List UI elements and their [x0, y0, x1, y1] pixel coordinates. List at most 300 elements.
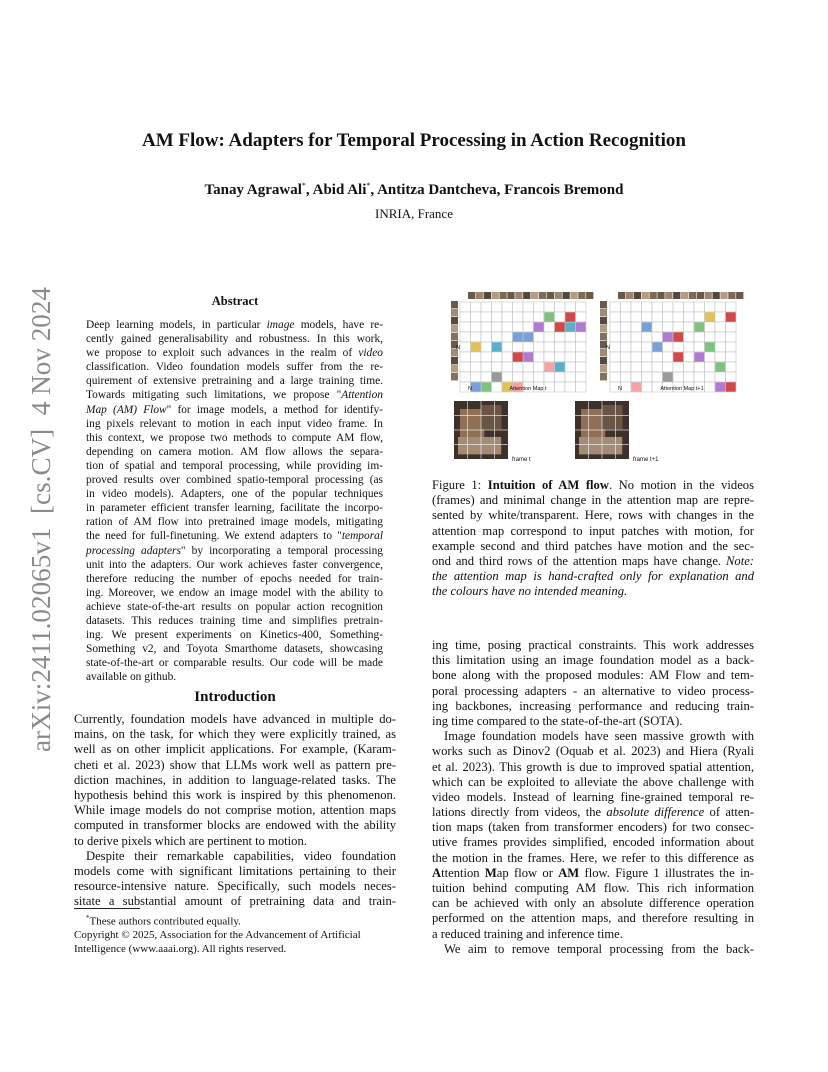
frame-strip-top-t1 — [650, 292, 657, 299]
attention-map-t-colored-cell — [565, 322, 575, 331]
frame-strip-left-t — [451, 309, 458, 316]
text-line: ing time, posing practical constraints. This work addresses — [432, 638, 754, 652]
text-line: datasets. This reduces training time and simplifies pretrain- — [86, 614, 383, 627]
attention-map-t-cell — [460, 302, 471, 312]
attention-map-t1-cell — [610, 342, 621, 352]
attention-map-t-cell — [523, 312, 534, 322]
frame-t1-image-background — [602, 405, 623, 429]
text-line: to derive pixels which are pertinent to motion. — [74, 833, 307, 848]
frame-strip-top-t — [555, 292, 562, 299]
text-line: works such as Dinov2 (Oquab et al. 2023) and Hiera (Ryali — [432, 744, 754, 759]
attention-map-t-colored-cell — [576, 322, 586, 331]
attention-map-t1-cell — [642, 342, 653, 352]
text-line: lations directly from videos, the absolute difference of atten- — [432, 805, 754, 820]
attention-map-t1-cell — [621, 332, 632, 342]
text-line: therefore reducing the number of epochs needed for train- — [86, 572, 383, 585]
attention-map-t-cell — [502, 322, 513, 332]
author-mark: * — [366, 181, 371, 190]
attention-map-t-cell — [565, 302, 576, 312]
attention-map-t-cell — [460, 332, 471, 342]
attention-map-t-cell — [481, 362, 492, 372]
text-line: models come with significant limitations pertaining to their — [74, 863, 396, 878]
attention-map-t-cell — [513, 362, 524, 372]
attention-map-t1-cell — [663, 322, 674, 332]
text-line: the attention map is hand-crafted only for explanation and — [432, 569, 754, 584]
introduction-body — [74, 712, 396, 909]
attention-map-t-cell — [502, 372, 513, 382]
arxiv-identifier: arXiv:2411.02065v1 [cs.CV] 4 Nov 2024 — [26, 289, 56, 752]
attention-map-t1-cell — [631, 302, 642, 312]
attention-map-t1-cell — [610, 372, 621, 382]
attention-map-t1-cell — [705, 322, 716, 332]
text-line: Towards mitigating such limitations, we propose "Attention — [86, 389, 383, 402]
abstract-body — [86, 318, 383, 684]
frame-t1-label: frame t+1 — [633, 457, 659, 463]
frame-strip-left-t — [451, 317, 458, 324]
frame-strip-top-t — [484, 292, 491, 299]
attention-map-t-cell — [523, 342, 534, 352]
attention-map-t1-cell — [621, 372, 632, 382]
attention-map-t1-colored-cell — [705, 312, 715, 321]
attention-map-t1-label: Attention Map t+1 — [660, 386, 704, 392]
text-line: classification. Video foundation models suffer from the re- — [86, 361, 383, 374]
frame-strip-top-t1 — [720, 292, 727, 299]
attention-map-t-colored-cell — [471, 342, 481, 351]
text-line: Something v2, and Toyota Smarthome datasets, showcasing — [86, 643, 383, 656]
attention-map-t-cell — [471, 352, 482, 362]
attention-map-t-colored-cell — [565, 312, 575, 321]
attention-map-t1-cell — [642, 372, 653, 382]
text-line: ing backbones, increasing performance and reducing train- — [432, 698, 754, 713]
attention-map-t-cell — [513, 302, 524, 312]
attention-map-t1-cell — [684, 332, 695, 342]
text-line: cheti et al. 2023) show that LLMs work well as pattern pre- — [74, 757, 396, 772]
text-line: resource-intensive nature. Specifically, such models neces- — [74, 879, 396, 894]
text-line: Currently, foundation models have advanced in multiple do- — [74, 712, 396, 726]
frame-strip-top-t1 — [736, 292, 743, 299]
text-line: mains, on the task, for which they were explicitly trained, as — [74, 727, 396, 742]
text-line: ing pixels relevant to motion in each input video frame. In — [86, 417, 383, 430]
attention-map-t1-cell — [726, 362, 737, 372]
attention-map-t1-cell — [642, 352, 653, 362]
attention-map-t-cell — [492, 332, 503, 342]
frame-strip-top-t1 — [665, 292, 672, 299]
frame-strip-left-t — [451, 325, 458, 332]
attention-map-t1-cell — [652, 352, 663, 362]
text-line: et al. 2023). This growth is due to improved spatial attention, — [432, 759, 754, 774]
attention-map-t1-cell — [715, 352, 726, 362]
frame-strip-top-t1 — [681, 292, 688, 299]
text-line: (frames) and minimal change in the attention map are repre- — [432, 493, 754, 508]
attention-map-t1-cell — [610, 302, 621, 312]
attention-map-t-cell — [502, 362, 513, 372]
attention-map-t1-cell — [705, 302, 716, 312]
attention-map-t-cell — [481, 372, 492, 382]
frame-t-label: frame t — [512, 457, 531, 463]
attention-map-t1-colored-cell — [726, 312, 736, 321]
attention-map-t1-cell — [642, 382, 653, 392]
frame-strip-left-t — [451, 333, 458, 340]
attention-map-t-cell — [534, 332, 545, 342]
text-line: unit into the adapters. Our work achieves faster convergence, — [86, 558, 383, 571]
text-line: proved results over combined spatio-temporal processing (as — [86, 474, 383, 487]
attention-map-t-cell — [481, 302, 492, 312]
attention-map-t1-cell — [621, 302, 632, 312]
attention-map-t1-cell — [652, 302, 663, 312]
frame-strip-top-t — [523, 292, 530, 299]
text-line: Map (AM) Flow" for image models, a method for identify- — [86, 403, 383, 416]
text-line: sitate a substantial amount of pretraining data and train- — [74, 894, 396, 909]
frame-strip-top-t1 — [618, 292, 625, 299]
attention-map-t1-cell — [673, 362, 684, 372]
attention-map-t1-cell — [715, 322, 726, 332]
attention-map-t-cell — [576, 362, 587, 372]
text-line: in parameter efficient transfer learning, facilitate the incorpo- — [86, 502, 383, 515]
frame-strip-top-t — [500, 292, 507, 299]
text-line: sented by white/transparent. Here, rows with changes in the — [432, 508, 754, 523]
frame-strip-left-t1 — [600, 309, 607, 316]
attention-map-t1-cell — [705, 332, 716, 342]
attention-map-t-colored-cell — [492, 372, 502, 381]
text-line: Deep learning models, in particular image models, have re- — [86, 319, 383, 331]
frame-strip-top-t — [507, 292, 514, 299]
attention-map-t1-colored-cell — [673, 332, 683, 341]
frame-strip-top-t1 — [634, 292, 641, 299]
attention-map-t-cell — [492, 322, 503, 332]
right-column-body — [432, 638, 754, 957]
attention-map-t-cell — [576, 342, 587, 352]
attention-map-t1-cell — [705, 372, 716, 382]
attention-map-t-cell — [565, 352, 576, 362]
attention-map-t-colored-cell — [513, 332, 523, 341]
text-line: poral processing adapters - an alternative to video process- — [432, 683, 754, 698]
attention-map-t-cell — [576, 352, 587, 362]
attention-map-t1-colored-cell — [663, 372, 673, 381]
text-line: the need for full-finetuning. We extend adapters to "temporal — [86, 530, 383, 543]
frame-strip-left-t1 — [600, 325, 607, 332]
attention-map-t1-colored-cell — [673, 352, 683, 361]
text-line: performed on the attention maps, and therefore resulting in — [432, 911, 754, 926]
attention-map-t-cell — [460, 362, 471, 372]
copyright-line-1: Copyright © 2025, Association for the Advancement of Artificial — [74, 929, 361, 942]
attention-map-t1-cell — [673, 342, 684, 352]
attention-map-t1-cell — [621, 342, 632, 352]
text-line: Despite their remarkable capabilities, video foundation — [86, 848, 396, 863]
attention-map-t-cell — [544, 322, 555, 332]
attention-map-t-cell — [555, 332, 566, 342]
row-count-label-t: N — [456, 345, 460, 351]
attention-map-t1-cell — [715, 332, 726, 342]
text-line: can be achieved with only an absolute difference operation — [432, 896, 754, 911]
attention-map-t-cell — [460, 312, 471, 322]
attention-map-t1-cell — [621, 352, 632, 362]
footnote-equal-contribution: These authors contributed equally. — [89, 915, 241, 928]
author-name: Tanay Agrawal — [204, 182, 302, 198]
attention-map-t1-cell — [642, 302, 653, 312]
attention-map-t-cell — [492, 352, 503, 362]
text-line: hypothesis behind this work is inspired by this phenomenon. — [74, 787, 396, 802]
text-line: attention map correspond to input patches with motion, for — [432, 523, 754, 538]
attention-map-t1-colored-cell — [705, 342, 715, 351]
attention-map-t1-cell — [715, 342, 726, 352]
attention-map-t-label: Attention Map t — [509, 386, 547, 392]
attention-map-t-cell — [565, 362, 576, 372]
attention-map-t-cell — [534, 302, 545, 312]
attention-map-t1-colored-cell — [694, 352, 704, 361]
attention-map-t-cell — [534, 312, 545, 322]
text-line: processing adapters" by incorporating a temporal processing — [86, 544, 383, 557]
attention-map-t1-cell — [652, 322, 663, 332]
attention-map-t-colored-cell — [555, 322, 565, 331]
text-line: which can be exploited to alleviate the above challenge with — [432, 774, 754, 789]
attention-map-t-colored-cell — [492, 342, 502, 351]
attention-map-t1-cell — [652, 362, 663, 372]
attention-map-t1-cell — [652, 372, 663, 382]
frame-strip-top-t — [468, 292, 475, 299]
attention-map-t1-cell — [610, 312, 621, 322]
attention-map-t1-colored-cell — [715, 382, 725, 391]
attention-map-t1-cell — [610, 352, 621, 362]
figure-1-caption — [432, 478, 754, 600]
attention-map-t-cell — [555, 352, 566, 362]
text-line: diction machines, in addition to language-related tasks. The — [74, 772, 396, 787]
text-line: While image models do not comprise motion, attention maps — [74, 803, 396, 818]
attention-map-t1-cell — [715, 312, 726, 322]
attention-map-t1-cell — [684, 322, 695, 332]
attention-map-t-cell — [576, 312, 587, 322]
frame-strip-top-t1 — [657, 292, 664, 299]
attention-map-t-cell — [534, 362, 545, 372]
attention-map-t1-cell — [673, 302, 684, 312]
col-count-label-t: N — [468, 386, 472, 392]
attention-map-t-cell — [534, 352, 545, 362]
footnote: *These authors contributed equally. Copyright © 2025, Association for the Advancement of Artificial Intelligence (www.aaai.org). All rights reserved. — [74, 912, 396, 956]
attention-map-t1-colored-cell — [726, 382, 736, 391]
frame-strip-left-t1 — [600, 317, 607, 324]
text-line: Figure 1: Intuition of AM flow. No motion in the videos — [432, 478, 755, 492]
col-count-label-t1: N — [618, 386, 622, 392]
text-line: tuition behind computing AM flow. This rich information — [432, 881, 754, 895]
attention-map-t1-cell — [684, 362, 695, 372]
text-line: ing time compared to the state-of-the-art (SOTA). — [432, 713, 683, 728]
attention-map-t-cell — [502, 302, 513, 312]
text-line: We aim to remove temporal processing from the back- — [444, 941, 754, 956]
attention-map-t1-cell — [726, 352, 737, 362]
attention-map-t1-cell — [694, 342, 705, 352]
attention-map-t-cell — [555, 382, 566, 392]
attention-map-t1-cell — [684, 352, 695, 362]
introduction-heading: Introduction — [194, 689, 276, 705]
frame-strip-top-t — [531, 292, 538, 299]
paper-title: AM Flow: Adapters for Temporal Processing in Action Recognition — [142, 130, 686, 151]
attention-map-t-cell — [481, 342, 492, 352]
affiliation: INRIA, France — [375, 206, 453, 221]
frame-strip-top-t1 — [697, 292, 704, 299]
attention-map-t1-cell — [621, 312, 632, 322]
frame-strip-top-t1 — [626, 292, 633, 299]
attention-map-t-cell — [481, 352, 492, 362]
text-line: in video models). Adapters, one of the popular techniques — [86, 488, 383, 501]
attention-map-t-cell — [555, 372, 566, 382]
attention-map-t1-cell — [663, 362, 674, 372]
attention-map-t-cell — [471, 302, 482, 312]
attention-map-t-cell — [502, 312, 513, 322]
attention-map-t1-cell — [610, 332, 621, 342]
attention-map-t-cell — [534, 372, 545, 382]
attention-map-t-cell — [576, 382, 587, 392]
attention-map-t1-cell — [663, 302, 674, 312]
attention-map-t1-cell — [631, 322, 642, 332]
attention-map-t-cell — [544, 332, 555, 342]
attention-map-t1-cell — [631, 332, 642, 342]
attention-map-t-colored-cell — [555, 362, 565, 371]
attention-map-t-cell — [471, 362, 482, 372]
frame-strip-top-t — [492, 292, 499, 299]
attention-map-t1-cell — [705, 362, 716, 372]
text-line: Attention Map flow or AM flow. Figure 1 illustrates the in- — [432, 865, 754, 880]
attention-map-t-cell — [460, 352, 471, 362]
author-list: Tanay Agrawal*, Abid Ali*, Antitza Dantcheva, Francois Bremond — [204, 181, 624, 198]
frame-strip-top-t — [515, 292, 522, 299]
frame-strip-left-t — [451, 357, 458, 364]
frame-strip-top-t1 — [642, 292, 649, 299]
frame-strip-top-t — [578, 292, 585, 299]
attention-map-t1-cell — [631, 372, 642, 382]
attention-map-t1-colored-cell — [631, 382, 641, 391]
attention-map-t-cell — [471, 322, 482, 332]
text-line: this limitation using an image foundation model as a back- — [432, 653, 754, 668]
text-line: ing. We present experiments on Kinetics-400, Something- — [86, 629, 383, 642]
attention-map-t1-colored-cell — [663, 332, 673, 341]
attention-map-t1-cell — [652, 312, 663, 322]
attention-map-t1-cell — [621, 382, 632, 392]
frame-strip-top-t — [563, 292, 570, 299]
attention-map-t1-cell — [663, 352, 674, 362]
attention-map-t-cell — [481, 312, 492, 322]
attention-map-t1-cell — [663, 342, 674, 352]
text-line: video models. Instead of learning fine-grained temporal re- — [432, 789, 754, 804]
attention-map-t1-cell — [715, 372, 726, 382]
author-name: Abid Ali — [312, 182, 367, 198]
attention-map-t-colored-cell — [513, 352, 523, 361]
frame-strip-top-t — [476, 292, 483, 299]
frame-strip-top-t — [586, 292, 593, 299]
frame-strip-top-t1 — [728, 292, 735, 299]
author-name: Francois Bremond — [504, 182, 624, 198]
attention-map-t-cell — [544, 352, 555, 362]
row-count-label-t1: N — [606, 345, 610, 351]
attention-map-t-cell — [471, 312, 482, 322]
attention-map-t1-cell — [610, 362, 621, 372]
frame-strip-top-t — [539, 292, 546, 299]
attention-map-t-cell — [576, 372, 587, 382]
attention-map-t-cell — [544, 372, 555, 382]
attention-map-t-cell — [460, 342, 471, 352]
text-line: a reduced training and inference time. — [432, 926, 623, 941]
attention-map-t1-cell — [694, 362, 705, 372]
attention-map-t-cell — [492, 362, 503, 372]
attention-map-t1-cell — [726, 372, 737, 382]
attention-map-t-cell — [492, 382, 503, 392]
attention-map-t1-cell — [705, 352, 716, 362]
attention-map-t1-cell — [610, 322, 621, 332]
text-line: quirement of extensive pretraining and a large training time. — [86, 375, 383, 388]
attention-map-t-cell — [523, 362, 534, 372]
attention-map-t1-cell — [642, 362, 653, 372]
attention-map-t1-cell — [673, 312, 684, 322]
arxiv-sidebar-id — [0, 0, 60, 1072]
text-line: Image foundation models have seen massive growth with — [444, 729, 754, 744]
attention-map-t1-colored-cell — [715, 362, 725, 371]
attention-map-t1-cell — [652, 332, 663, 342]
attention-map-t-cell — [534, 342, 545, 352]
attention-map-t-cell — [555, 302, 566, 312]
attention-map-t1-cell — [705, 382, 716, 392]
frame-strip-left-t1 — [600, 365, 607, 372]
attention-map-t-cell — [502, 352, 513, 362]
attention-map-t-cell — [523, 372, 534, 382]
figure-1-attention-maps — [432, 289, 754, 469]
text-line: ond and third rows of the attention maps have change. Note: — [432, 553, 754, 568]
attention-map-t-cell — [471, 372, 482, 382]
attention-map-t-cell — [460, 372, 471, 382]
footnote-rule — [74, 908, 140, 909]
frame-strip-left-t1 — [600, 373, 607, 380]
frame-strip-left-t1 — [600, 333, 607, 340]
text-line: depending on camera motion. AM flow allows the separa- — [86, 445, 383, 458]
author-name: Antitza Dantcheva — [377, 182, 497, 198]
frame-strip-top-t1 — [705, 292, 712, 299]
attention-map-t-cell — [460, 322, 471, 332]
attention-map-t-cell — [523, 302, 534, 312]
text-line: available on github. — [86, 671, 177, 684]
attention-map-t1-cell — [684, 312, 695, 322]
attention-map-t-cell — [544, 342, 555, 352]
text-line: the colours have no intended meaning. — [432, 584, 628, 599]
frame-strip-top-t — [547, 292, 554, 299]
attention-map-t1-cell — [631, 312, 642, 322]
attention-map-t1-cell — [715, 302, 726, 312]
text-line: cently gained generalisability and robustness. In this work, — [86, 333, 383, 346]
attention-map-t-cell — [544, 302, 555, 312]
attention-map-t1-cell — [631, 362, 642, 372]
frame-strip-left-t — [451, 301, 458, 308]
attention-map-t-cell — [513, 322, 524, 332]
frame-t-image-background — [481, 405, 502, 429]
attention-map-t-cell — [481, 332, 492, 342]
attention-map-t1-cell — [621, 322, 632, 332]
abstract-heading: Abstract — [211, 294, 259, 308]
attention-map-t1-cell — [684, 342, 695, 352]
attention-map-t-cell — [565, 332, 576, 342]
copyright-line-2: Intelligence (www.aaai.org). All rights reserved. — [74, 942, 287, 955]
attention-map-t1-cell — [631, 342, 642, 352]
attention-map-t-colored-cell — [544, 362, 554, 371]
attention-map-t-cell — [555, 342, 566, 352]
attention-map-t1-cell — [673, 322, 684, 332]
attention-map-t-colored-cell — [523, 332, 533, 341]
attention-map-t-cell — [502, 332, 513, 342]
attention-map-t-cell — [576, 302, 587, 312]
frame-strip-left-t — [451, 373, 458, 380]
attention-map-t1-cell — [694, 302, 705, 312]
attention-map-t-colored-cell — [471, 382, 481, 391]
author-mark: * — [301, 181, 306, 190]
attention-map-t-cell — [565, 382, 576, 392]
attention-map-t1-cell — [684, 372, 695, 382]
attention-map-t1-cell — [684, 302, 695, 312]
text-line: ration of AM flow into pretrained image models, mitigating — [86, 516, 383, 529]
